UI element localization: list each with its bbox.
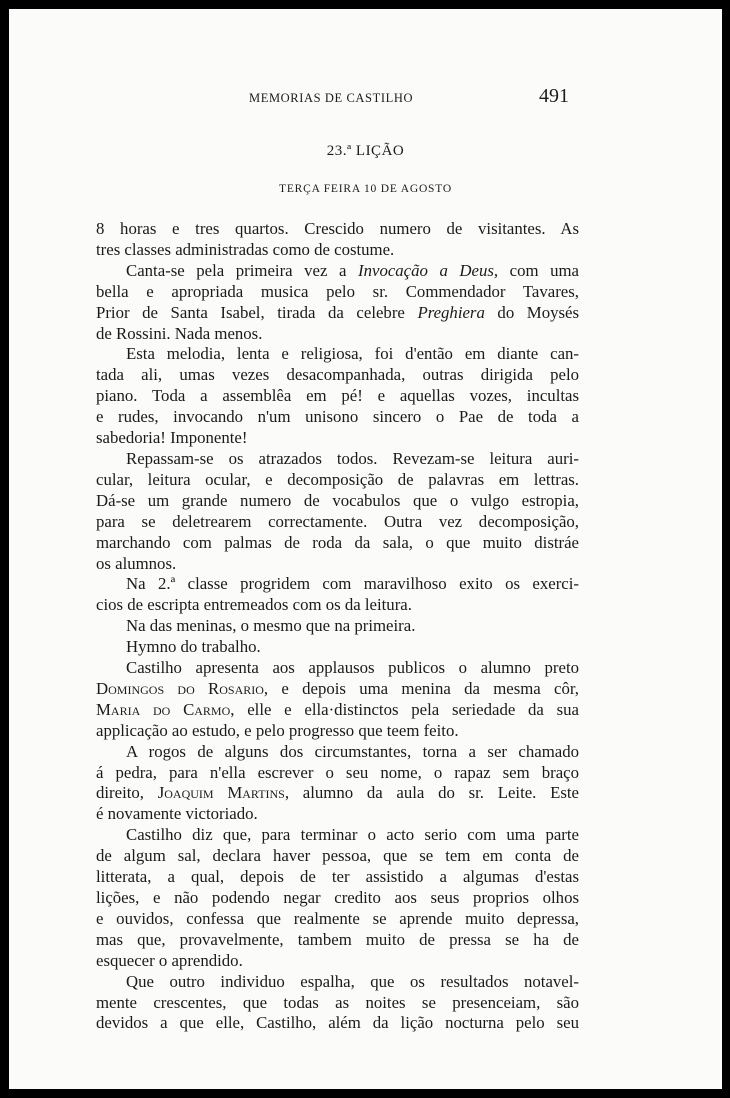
text-line: Esta melodia, lenta e religiosa, foi d'então em diante can- bbox=[126, 344, 579, 364]
text-line bbox=[96, 303, 579, 324]
text-line: mente crescentes, que todas as noites se presenceiam, são bbox=[96, 992, 579, 1012]
name-maria-do-carmo: Maria do Carmo bbox=[96, 699, 231, 719]
text-line: Hymno do trabalho. bbox=[126, 637, 261, 657]
name-joaquim-martins: Joaquim Martins bbox=[157, 783, 285, 803]
text-fragment: Prior de Santa Isabel, tirada da celebre bbox=[96, 302, 418, 322]
text-line: Repassam-se os atrazados todos. Revezam-se leitura auri- bbox=[126, 448, 579, 468]
text-line: e ouvidos, confessa que realmente se aprende muito depressa, bbox=[96, 908, 579, 928]
text-line: tada ali, umas vezes desacompanhada, outras dirigida pelo bbox=[96, 365, 579, 385]
lesson-date: TERÇA FEIRA 10 DE AGOSTO bbox=[279, 183, 452, 195]
text-line: lições, e não podendo negar credito aos seus proprios olhos bbox=[96, 888, 579, 907]
text-fragment: , alumno da aula do sr. Leite. Este bbox=[284, 783, 579, 803]
text-line: Castilho diz que, para terminar o acto serio com uma parte bbox=[126, 825, 579, 845]
text-line bbox=[96, 679, 579, 700]
italic-title-invocacao: Invocação a Deus, bbox=[358, 260, 499, 280]
lesson-title: 23.ª LIÇÃO bbox=[326, 143, 405, 159]
text-line bbox=[96, 700, 579, 721]
text-line: Castilho apresenta aos applausos publicos o alumno preto bbox=[126, 658, 579, 678]
text-line: é novamente victoriado. bbox=[96, 804, 258, 824]
text-fragment: do Moysés bbox=[484, 302, 579, 322]
name-domingos-do-rosario: Domingos do Rosario bbox=[96, 678, 264, 698]
text-fragment: direito, bbox=[96, 783, 158, 803]
text-line bbox=[96, 783, 579, 804]
text-line: para se deletrearem correctamente. Outra vez decomposição, bbox=[96, 511, 579, 531]
running-title: MEMORIAS DE CASTILHO bbox=[249, 91, 414, 105]
text-line: Dá-se um grande numero de vocabulos que o vulgo estropia, bbox=[96, 490, 579, 510]
text-line bbox=[96, 261, 579, 282]
text-line: á pedra, para n'ella escrever o seu nome, o rapaz sem braço bbox=[96, 762, 579, 782]
text-line: Que outro individuo espalha, que os resultados notavel- bbox=[126, 971, 579, 991]
text-line: de Rossini. Nada menos. bbox=[96, 323, 263, 343]
text-line: sabedoria! Imponente! bbox=[96, 428, 248, 448]
book-page bbox=[9, 9, 722, 1089]
text-line: tres classes administradas como de costume. bbox=[96, 239, 395, 259]
text-line: A rogos de alguns dos circumstantes, torna a ser chamado bbox=[126, 741, 579, 761]
text-line: 8 horas e tres quartos. Crescido numero de visitantes. As bbox=[96, 219, 579, 238]
text-line: mas que, provavelmente, tambem muito de pressa se ha de bbox=[96, 929, 579, 949]
text-line: esquecer o aprendido. bbox=[96, 950, 243, 970]
text-line: bella e apropriada musica pelo sr. Commendador Tavares, bbox=[96, 281, 579, 301]
text-line: applicação ao estudo, e pelo progresso que teem feito. bbox=[96, 720, 459, 740]
text-line: Na 2.ª classe progridem com maravilhoso exito os exerci- bbox=[126, 574, 579, 594]
text-fragment: Canta-se pela primeira vez a bbox=[126, 260, 359, 280]
page-number: 491 bbox=[539, 85, 569, 107]
text-line: cular, leitura ocular, e decomposição de palavras em lettras. bbox=[96, 469, 579, 489]
text-fragment: , elle e ella·distinctos pela seriedade da sua bbox=[230, 699, 579, 719]
text-line: cios de escripta entremeados com os da leitura. bbox=[96, 595, 412, 615]
body-text bbox=[96, 219, 579, 1034]
text-line: piano. Toda a assemblêa em pé! e aquellas vozes, incultas bbox=[96, 386, 579, 406]
text-line: de algum sal, declara haver pessoa, que se tem em conta de bbox=[96, 846, 579, 866]
page-header bbox=[9, 85, 722, 109]
text-fragment: , e depois uma menina da mesma côr, bbox=[263, 678, 579, 698]
text-line: litterata, a qual, depois de ter assistido a algumas d'estas bbox=[96, 867, 579, 887]
text-line: marchando com palmas de roda da sala, o que muito distráe bbox=[96, 532, 579, 552]
text-fragment: com uma bbox=[498, 260, 579, 280]
text-line: Na das meninas, o mesmo que na primeira. bbox=[126, 616, 416, 636]
text-line: os alumnos. bbox=[96, 553, 177, 573]
text-line: devidos a que elle, Castilho, além da lição nocturna pelo seu bbox=[96, 1013, 579, 1033]
text-line: e rudes, invocando n'um unisono sincero o Pae de toda a bbox=[96, 407, 579, 427]
italic-title-preghiera: Preghiera bbox=[417, 302, 485, 322]
